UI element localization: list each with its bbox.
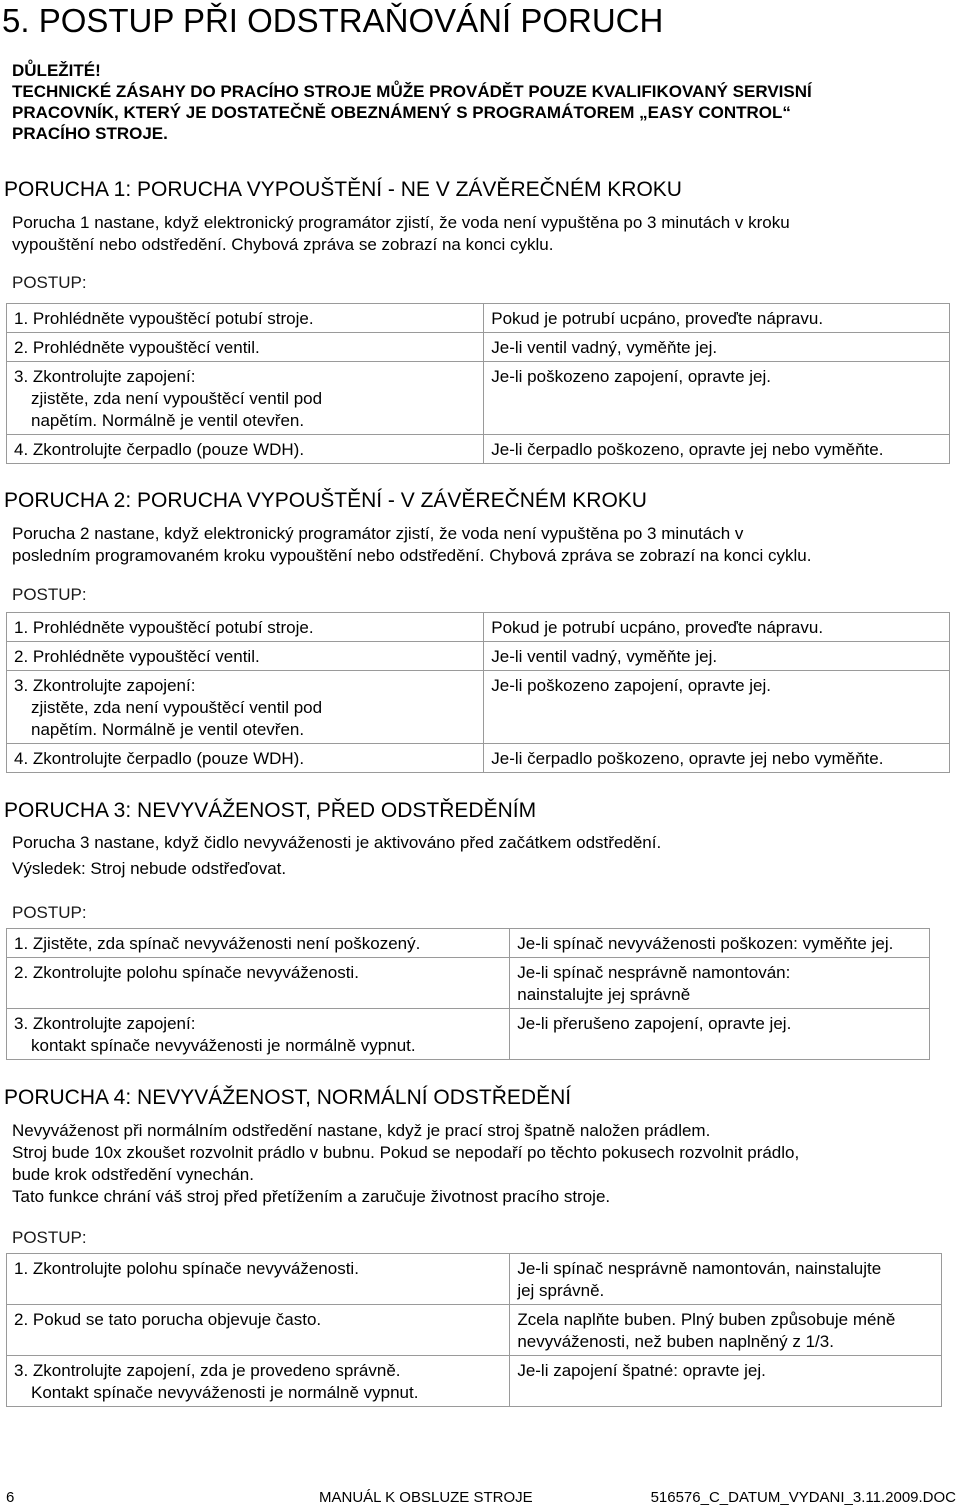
- description-line: Porucha 3 nastane, když čidlo nevyváženosti je aktivováno před začátkem odstředění.: [12, 833, 662, 852]
- table-row: [7, 744, 950, 773]
- table-row: [7, 333, 950, 362]
- table-row: [7, 929, 930, 958]
- section-description: [12, 832, 947, 880]
- section-title-porucha-4: PORUCHA 4: NEVYVÁŽENOST, NORMÁLNÍ ODSTŘEDĚNÍ: [4, 1086, 572, 1109]
- table-row: [7, 671, 950, 744]
- action-cell: Je-li spínač nesprávně namontován, nainstalujte jej správně.: [510, 1254, 942, 1305]
- postup-label: POSTUP:: [12, 273, 87, 292]
- step-cell: 1. Zkontrolujte polohu spínače nevyváženosti.: [7, 1254, 510, 1305]
- step-cell: 3. Zkontrolujte zapojení: zjistěte, zda není vypouštěcí ventil pod napětím. Normálně je ventil otevřen.: [7, 671, 484, 744]
- table-row: [7, 642, 950, 671]
- table-row: [7, 613, 950, 642]
- action-cell: Je-li poškozeno zapojení, opravte jej.: [484, 362, 950, 435]
- section-description: [12, 523, 947, 567]
- action-cell: Je-li přerušeno zapojení, opravte jej.: [510, 1009, 930, 1060]
- description-line: Tato funkce chrání váš stroj před přetížením a zaručuje životnost pracího stroje.: [12, 1187, 611, 1206]
- action-cell: Zcela naplňte buben. Plný buben způsobuje méně nevyváženosti, než buben naplněný z 1/3.: [510, 1305, 942, 1356]
- table-row: [7, 1254, 942, 1305]
- step-cell: 1. Zjistěte, zda spínač nevyváženosti není poškozený.: [7, 929, 510, 958]
- action-cell: Je-li čerpadlo poškozeno, opravte jej nebo vyměňte.: [484, 744, 950, 773]
- action-cell: Je-li poškozeno zapojení, opravte jej.: [484, 671, 950, 744]
- description-line: Porucha 2 nastane, když elektronický programátor zjistí, že voda není vypuštěna po 3 minutách v: [12, 524, 744, 543]
- action-cell: Pokud je potrubí ucpáno, proveďte nápravu.: [484, 613, 950, 642]
- step-cell: 1. Prohlédněte vypouštěcí potubí stroje.: [7, 613, 484, 642]
- footer-page-number: 6: [6, 1489, 15, 1506]
- action-cell: Je-li čerpadlo poškozeno, opravte jej nebo vyměňte.: [484, 435, 950, 464]
- section-title-porucha-2: PORUCHA 2: PORUCHA VYPOUŠTĚNÍ - V ZÁVĚREČNÉM KROKU: [4, 489, 647, 512]
- step-cell: 3. Zkontrolujte zapojení: zjistěte, zda není vypouštěcí ventil pod napětím. Normálně je ventil otevřen.: [7, 362, 484, 435]
- steps-table: [6, 612, 950, 773]
- table-row: [7, 1305, 942, 1356]
- footer-title: MANUÁL K OBSLUZE STROJE: [319, 1489, 533, 1506]
- steps-table: [6, 928, 930, 1060]
- action-cell: Je-li ventil vadný, vyměňte jej.: [484, 333, 950, 362]
- page-heading: 5. POSTUP PŘI ODSTRAŇOVÁNÍ PORUCH: [2, 2, 664, 39]
- table-row: [7, 1009, 930, 1060]
- step-cell: 2. Pokud se tato porucha objevuje často.: [7, 1305, 510, 1356]
- step-cell: 1. Prohlédněte vypouštěcí potubí stroje.: [7, 304, 484, 333]
- steps-table: [6, 303, 950, 464]
- postup-label: POSTUP:: [12, 1228, 87, 1247]
- postup-label: POSTUP:: [12, 585, 87, 604]
- step-cell: 2. Zkontrolujte polohu spínače nevyváženosti.: [7, 958, 510, 1009]
- description-line: vypouštění nebo odstředění. Chybová zpráva se zobrazí na konci cyklu.: [12, 235, 554, 254]
- table-row: [7, 1356, 942, 1407]
- section-description: [12, 1120, 947, 1208]
- step-cell: 3. Zkontrolujte zapojení: kontakt spínače nevyváženosti je normálně vypnut.: [7, 1009, 510, 1060]
- table-row: [7, 435, 950, 464]
- table-row: [7, 304, 950, 333]
- table-row: [7, 362, 950, 435]
- description-line: Stroj bude 10x zkoušet rozvolnit prádlo v bubnu. Pokud se nepodaří po těchto pokusech rozvolnit prádlo,: [12, 1143, 800, 1162]
- step-cell: 4. Zkontrolujte čerpadlo (pouze WDH).: [7, 744, 484, 773]
- important-line: PRACOVNÍK, KTERÝ JE DOSTATEČNĚ OBEZNÁMENÝ S PROGRAMÁTOREM „EASY CONTROL“: [12, 103, 791, 122]
- action-cell: Je-li spínač nevyváženosti poškozen: vyměňte jej.: [510, 929, 930, 958]
- description-line: bude krok odstředění vynechán.: [12, 1165, 254, 1184]
- step-cell: 4. Zkontrolujte čerpadlo (pouze WDH).: [7, 435, 484, 464]
- important-line: TECHNICKÉ ZÁSAHY DO PRACÍHO STROJE MŮŽE PROVÁDĚT POUZE KVALIFIKOVANÝ SERVISNÍ: [12, 82, 812, 101]
- footer-doc-id: 516576_C_DATUM_VYDANI_3.11.2009.DOC: [650, 1489, 956, 1506]
- steps-table: [6, 1253, 942, 1407]
- action-cell: Pokud je potrubí ucpáno, proveďte nápravu.: [484, 304, 950, 333]
- important-line: PRACÍHO STROJE.: [12, 124, 168, 143]
- section-description: [12, 212, 947, 256]
- step-cell: 3. Zkontrolujte zapojení, zda je provedeno správně. Kontakt spínače nevyváženosti je normálně vypnut.: [7, 1356, 510, 1407]
- description-line: Nevyváženost při normálním odstředění nastane, když je prací stroj špatně naložen prádlem.: [12, 1121, 711, 1140]
- description-line: Výsledek: Stroj nebude odstřeďovat.: [12, 859, 287, 878]
- step-cell: 2. Prohlédněte vypouštěcí ventil.: [7, 642, 484, 671]
- important-notice: [12, 60, 952, 144]
- action-cell: Je-li spínač nesprávně namontován: nainstalujte jej správně: [510, 958, 930, 1009]
- section-title-porucha-1: PORUCHA 1: PORUCHA VYPOUŠTĚNÍ - NE V ZÁVĚREČNÉM KROKU: [4, 178, 682, 201]
- action-cell: Je-li ventil vadný, vyměňte jej.: [484, 642, 950, 671]
- step-cell: 2. Prohlédněte vypouštěcí ventil.: [7, 333, 484, 362]
- table-row: [7, 958, 930, 1009]
- important-label: DŮLEŽITÉ!: [12, 61, 101, 80]
- description-line: Porucha 1 nastane, když elektronický programátor zjistí, že voda není vypuštěna po 3 minutách v kroku: [12, 213, 790, 232]
- action-cell: Je-li zapojení špatné: opravte jej.: [510, 1356, 942, 1407]
- description-line: posledním programovaném kroku vypouštění nebo odstředění. Chybová zpráva se zobrazí na konci cyklu.: [12, 546, 812, 565]
- section-title-porucha-3: PORUCHA 3: NEVYVÁŽENOST, PŘED ODSTŘEDĚNÍM: [4, 799, 537, 822]
- postup-label: POSTUP:: [12, 903, 87, 922]
